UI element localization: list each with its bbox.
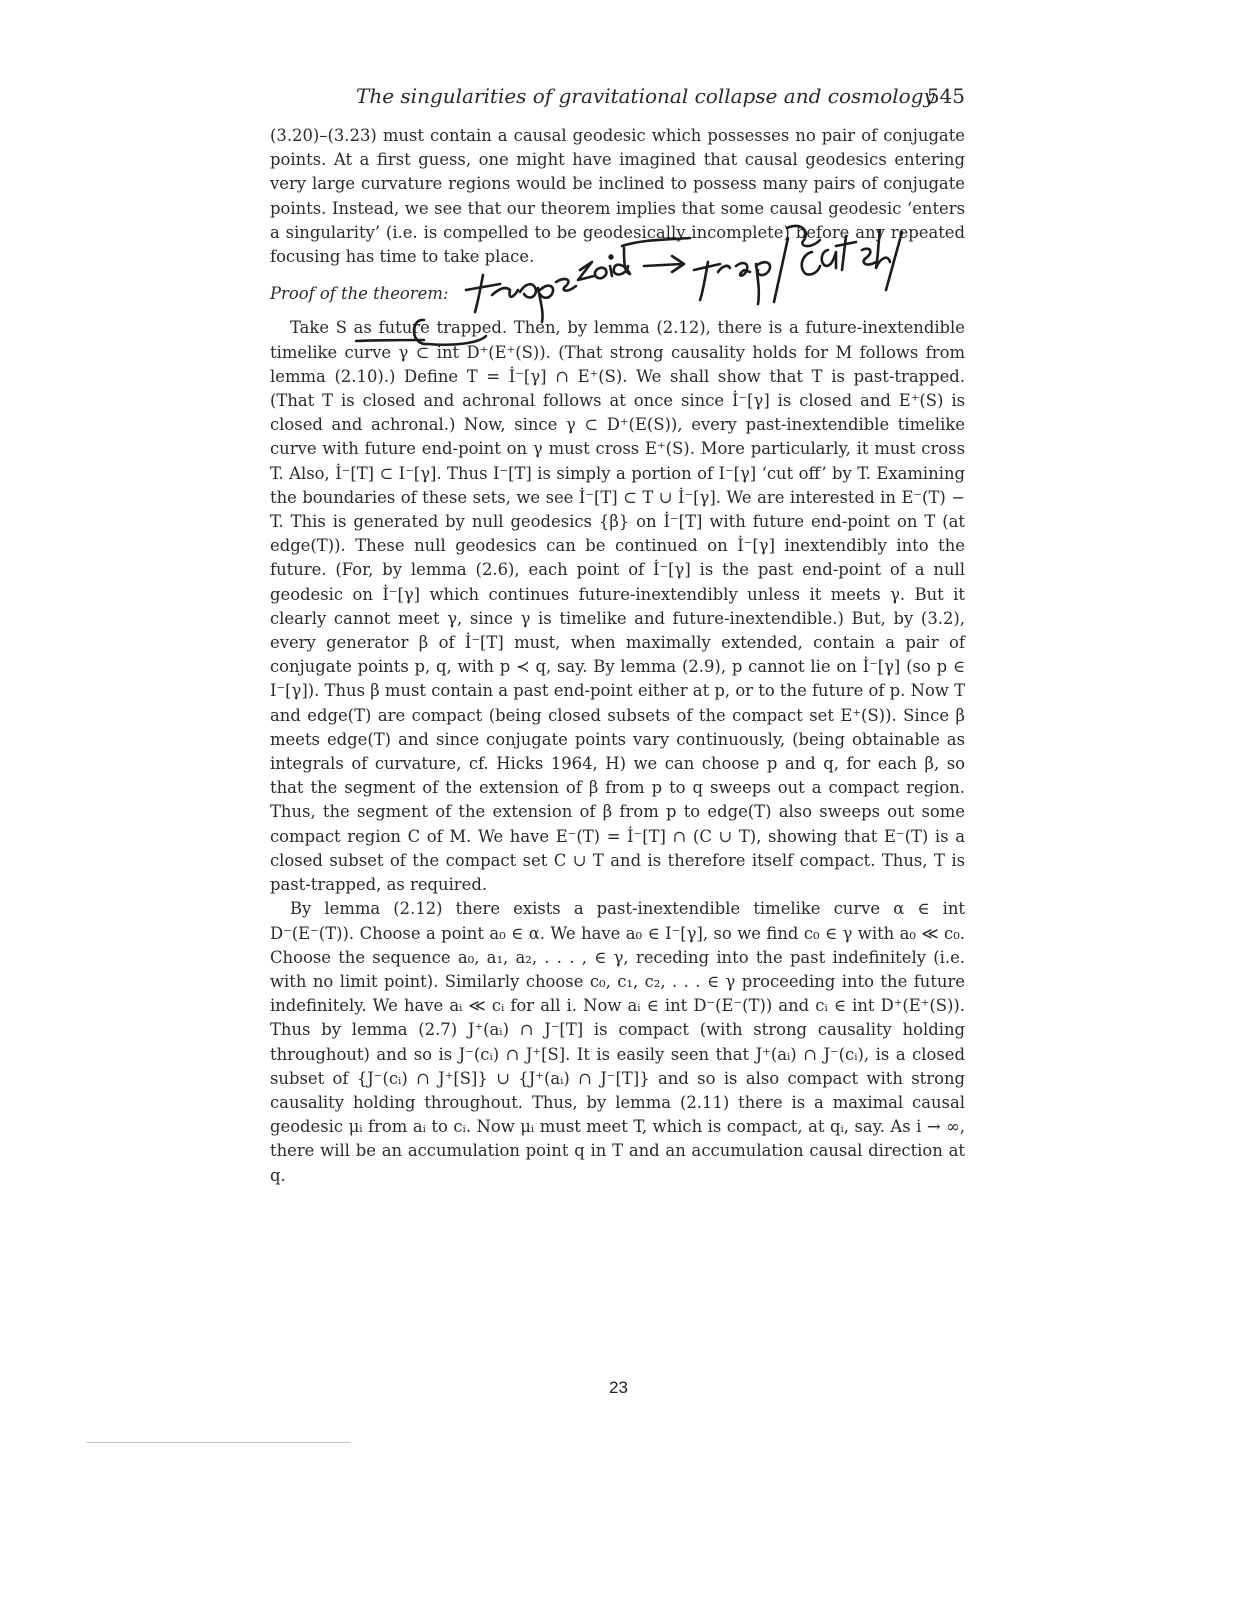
paragraph-lemma: By lemma (2.12) there exists a past-inextendible timelike curve α ∈ int D⁻(E⁻(T)). Choose a point a₀ ∈ α. We have a₀ ∈ I⁻[γ], so we find c₀ ∈ γ with a₀ ≪ c₀. Choose the sequence a₀, a₁, a₂, . . . , ∈ γ, receding into the past indefinitely (i.e. with no limit point). Similarly choose c₀, c₁, c₂, . . . ∈ γ proceeding into the future indefinitely. We have aᵢ ≪ cᵢ for all i. Now aᵢ ∈ int D⁻(E⁻(T)) and cᵢ ∈ int D⁺(E⁺(S)). Thus by lemma (2.7) J⁺(aᵢ) ∩ J⁻[T] is compact (with strong causality holding throughout) and so is J⁻(cᵢ) ∩ J⁺[S]. It is easily seen that J⁺(aᵢ) ∩ J⁻(cᵢ), is a closed subset of {J⁻(cᵢ) ∩ J⁺[S]} ∪ {J⁺(aᵢ) ∩ J⁻[T]} and so is also compact with strong causality holding throughout. Thus, by lemma (2.11) there is a maximal causal geodesic μᵢ from aᵢ to cᵢ. Now μᵢ must meet T, which is compact, at qᵢ, say. As i → ∞, there will be an accumulation point q in T and an accumulation causal direction at q. xyxy=(270,899,965,1185)
footer-rule xyxy=(86,1442,350,1443)
page-number: 545 xyxy=(926,84,965,108)
paragraph-intro: (3.20)–(3.23) must contain a causal geodesic which possesses no pair of conjugate points. At a first guess, one might have imagined that causal geodesics entering very large curvature regions would be inclined to possess many pairs of conjugate points. Instead, we see that our theorem implies that some causal geodesic ‘enters a singularity’ (i.e. is compelled to be geodesically incomplete) before any repeated focusing has time to take place. xyxy=(270,126,965,267)
paragraph-proof: Take S as future trapped. Then, by lemma (2.12), there is a future-inextendible timelike curve γ ⊂ int D⁺(E⁺(S)). (That strong causality holds for M follows from lemma (2.10).) Define T = İ⁻[γ] ∩ E⁺(S). We shall show that T is past-trapped. (That T is closed and achronal follows at once since İ⁻[γ] is closed and E⁺(S) is closed and achronal.) Now, since γ ⊂ D⁺(E(S)), every past-inextendible timelike curve with future end-point on γ must cross E⁺(S). More particularly, it must cross T. Also, İ⁻[T] ⊂ I⁻[γ]. Thus I⁻[T] is simply a portion of I⁻[γ] ‘cut off’ by T. Examining the boundaries of these sets, we see İ⁻[T] ⊂ T ∪ İ⁻[γ]. We are interested in E⁻(T) − T. This is generated by null geodesics {β} on İ⁻[T] with future end-point on T (at edge(T)). These null geodesics can be continued on İ⁻[γ] inextendibly into the future. (For, by lemma (2.6), each point of İ⁻[γ] is the past end-point of a null geodesic on İ⁻[γ] which continues future-inextendibly unless it meets γ. But it clearly cannot meet γ, since γ is timelike and future-inextendible.) But, by (3.2), every generator β of İ⁻[T] must, when maximally extended, contain a pair of conjugate points p, q, with p ≺ q, say. By lemma (2.9), p cannot lie on İ⁻[γ] (so p ∈ I⁻[γ]). Thus β must contain a past end-point either at p, or to the future of p. Now T and edge(T) are compact (being closed subsets of the compact set E⁺(S)). Since β meets edge(T) and since conjugate points vary continuously, (being obtainable as integrals of curvature, cf. Hicks 1964, H) we can choose p and q, for each β, so that the segment of the extension of β from p to q sweeps out a compact region. Thus, the segment of the extension of β from p to edge(T) also sweeps out some compact region C of M. We have E⁻(T) = İ⁻[T] ∩ (C ∪ T), showing that E⁻(T) is a closed subset of the compact set C ∪ T and is therefore itself compact. Thus, T is past-trapped, as required. xyxy=(270,318,965,895)
body-text xyxy=(270,124,965,1188)
footer-page-number: 23 xyxy=(609,1378,628,1397)
running-title: The singularities of gravitational collapse and cosmology xyxy=(356,84,935,108)
page-header xyxy=(270,84,965,114)
proof-heading: Proof of the theorem: xyxy=(270,284,449,304)
